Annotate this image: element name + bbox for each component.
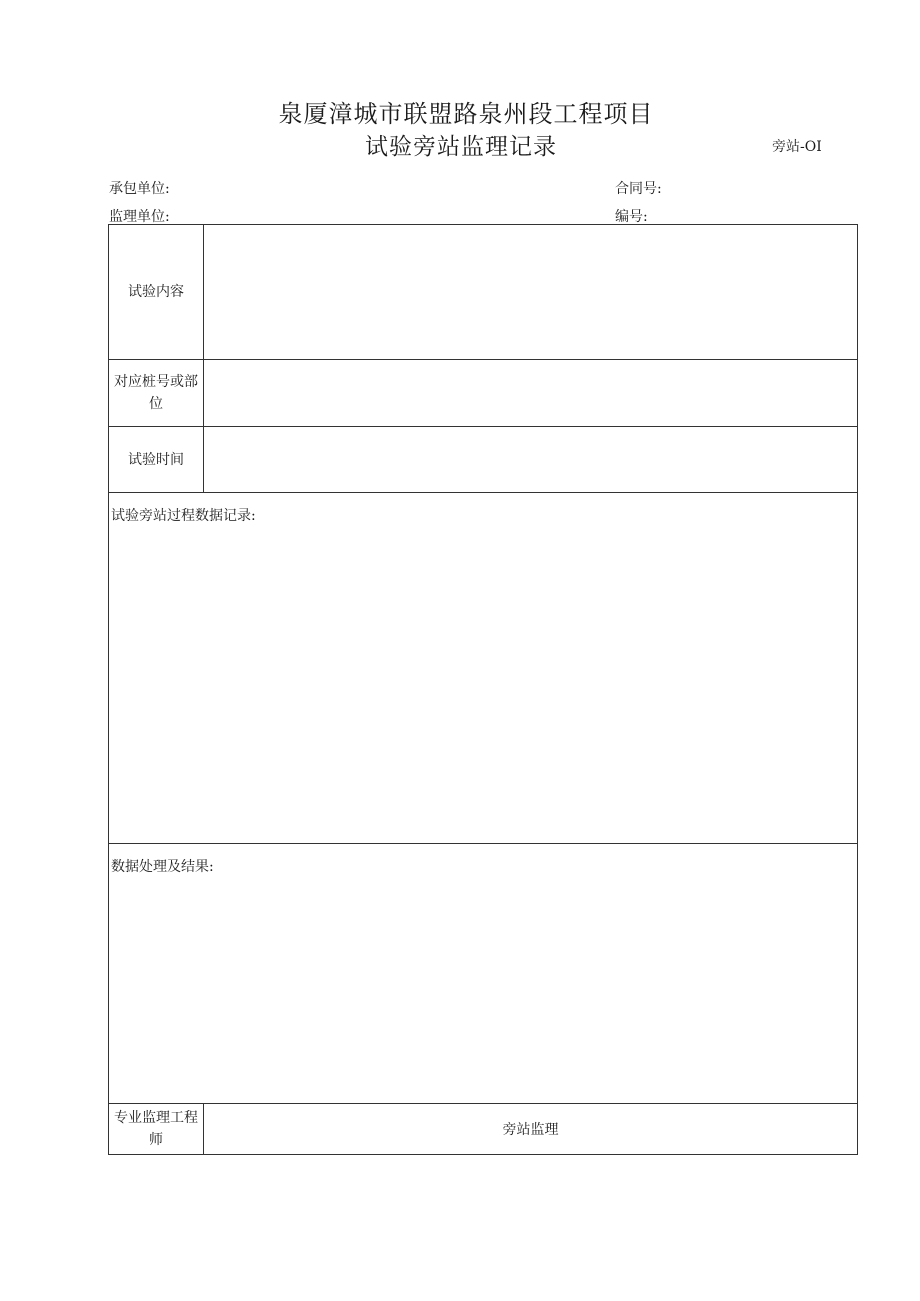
supervisor-label: 监理单位:	[109, 209, 170, 225]
result-section[interactable]	[109, 844, 858, 1104]
process-data-label: 试验旁站过程数据记录:	[111, 508, 256, 524]
process-data-row	[109, 493, 858, 844]
signature-row	[109, 1104, 858, 1155]
test-time-label: 试验时间	[109, 427, 204, 493]
serial-no-label: 编号:	[615, 209, 648, 225]
test-time-field[interactable]	[204, 427, 858, 493]
result-label: 数据处理及结果:	[111, 859, 214, 875]
station-location-label: 对应桩号或部位	[109, 360, 204, 427]
form-code: 旁站-OI	[772, 139, 822, 155]
test-content-label: 试验内容	[109, 225, 204, 360]
project-title: 泉厦漳城市联盟路泉州段工程项目	[278, 100, 654, 128]
onsite-supervision-label: 旁站监理	[502, 1122, 559, 1138]
station-location-row	[109, 360, 858, 427]
onsite-supervision-cell[interactable]	[204, 1104, 858, 1155]
process-data-section[interactable]	[109, 493, 858, 844]
result-row	[109, 844, 858, 1104]
test-content-field[interactable]	[204, 225, 858, 360]
contractor-label: 承包单位:	[109, 181, 170, 197]
station-location-field[interactable]	[204, 360, 858, 427]
engineer-label: 专业监理工程师	[109, 1104, 204, 1155]
contract-no-label: 合同号:	[615, 181, 662, 197]
test-time-row	[109, 427, 858, 493]
test-content-row	[109, 225, 858, 360]
form-title: 试验旁站监理记录	[365, 134, 557, 160]
record-table	[108, 224, 858, 1155]
